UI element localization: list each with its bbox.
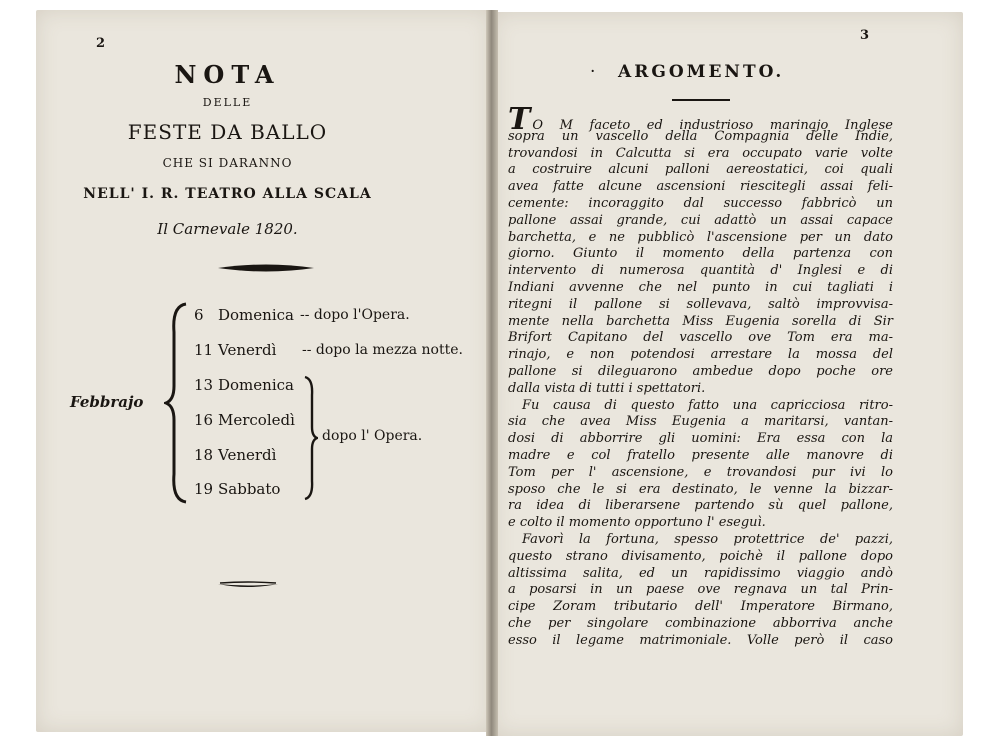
text-line: a posarsi in un paese ove regnava un tal Prin- (508, 582, 893, 598)
text-line: Brifort Capitano del vascello ove Tom era ma- (508, 330, 893, 346)
text-line: Fu causa di questo fatto una capricciosa ritro- (522, 397, 893, 413)
title-si-daranno: CHE SI DARANNO (162, 156, 293, 170)
text-line: rinajo, e non potendosi arrestare la mossa del (508, 347, 893, 363)
text-line: altissima salita, ed un rapidissimo viaggio andò (508, 565, 893, 581)
day-number: 18 (194, 446, 214, 464)
text-line: giorno. Giunto il momento della partenza con (508, 246, 893, 262)
text-line: intervento di numerosa quantità d' Inglesi e di (508, 263, 893, 279)
schedule-note: -- dopo l'Opera. (300, 307, 410, 323)
day-number: 11 (194, 341, 214, 359)
title-feste-da-ballo: FESTE DA BALLO (127, 120, 328, 144)
day-number: 19 (194, 480, 214, 498)
text-line: sia che avea Miss Eugenia a maritarsi, vantan- (508, 414, 893, 430)
text-line: ritegni il pallone si sollevava, saltò improvvisa- (508, 296, 893, 312)
schedule-row (194, 480, 280, 498)
day-number: 13 (194, 376, 214, 394)
schedule-row (194, 446, 276, 464)
text-line: dalla vista di tutti i spettatori. (508, 380, 706, 396)
text-line: dosi di abborrire gli uomini: Era essa con la (508, 431, 893, 447)
title-rule (672, 99, 730, 101)
drop-cap: T (508, 102, 531, 137)
text-line: trovandosi in Calcutta si era occupato varie volte (508, 145, 893, 161)
schedule-note: -- dopo la mezza notte. (302, 342, 463, 358)
month-label: Febbrajo (70, 393, 144, 411)
text-line: questo strano divisamento, poichè il pallone dopo (508, 548, 893, 564)
text-line: pallone si dileguarono ambedue dopo poche ore (508, 363, 893, 379)
argomento-text (508, 102, 893, 650)
schedule-row (194, 341, 276, 359)
left-page (36, 10, 491, 732)
grouped-schedule-note: dopo l' Opera. (322, 428, 423, 444)
text-line: ra idea di liberarsene partendo sù quel pallone, (508, 498, 893, 514)
text-line: sopra un vascello della Compagnia delle Indie, (508, 128, 893, 144)
left-brace-icon (164, 302, 192, 504)
right-page-number: 3 (860, 28, 870, 43)
page-title: NOTA (174, 60, 281, 89)
text-line: sposo che le si era destinato, le venne la bizzar- (508, 481, 893, 497)
ornament-tailpiece-icon (216, 580, 280, 590)
text-line: Tom per l' ascensione, e trovandosi pur ivi lo (508, 464, 893, 480)
day-name: Venerdì (218, 341, 277, 359)
text-line: a costruire alcuni palloni aereostatici, coi quali (508, 162, 893, 178)
day-number: 6 (194, 306, 204, 324)
title-teatro: NELL' I. R. TEATRO ALLA SCALA (83, 186, 372, 202)
day-number: 16 (194, 411, 214, 429)
text-line: e colto il momento opportuno l' eseguì. (508, 515, 766, 531)
schedule-row (194, 411, 295, 429)
day-name: Sabbato (218, 480, 281, 498)
text-line: esso il legame matrimoniale. Volle però il caso (508, 632, 893, 648)
day-name: Mercoledì (218, 411, 295, 429)
left-page-number: 2 (96, 36, 106, 51)
argomento-title: ARGOMENTO. (618, 62, 785, 82)
schedule-row (194, 376, 294, 394)
day-name: Venerdì (218, 446, 277, 464)
ornament-rule-icon (216, 262, 316, 274)
text-line: che per singolare combinazione abborriva anche (508, 615, 893, 631)
text-line: cemente: incoraggito dal successo fabbricò un (508, 195, 893, 211)
text-line: avea fatte alcune ascensioni riescitegli assai feli- (508, 179, 893, 195)
title-leading-dot: · (590, 62, 596, 82)
text-line: madre e col fratello presente alle manovre di (508, 447, 893, 463)
right-brace-icon (302, 375, 318, 501)
text-line: T O M faceto ed industrioso marinajo Inglese (508, 102, 893, 137)
text-line: mente nella barchetta Miss Eugenia sorella di Sir (508, 313, 893, 329)
schedule-row (194, 306, 294, 324)
text-line: cipe Zoram tributario dell' Imperatore Birmano, (508, 599, 893, 615)
day-name: Domenica (218, 306, 294, 324)
text-line: barchetta, e ne pubblicò l'ascensione per un dato (508, 229, 893, 245)
text-line: pallone assai grande, cui adattò un assai capace (508, 212, 893, 228)
text-line: Favorì la fortuna, spesso protettrice de' pazzi, (522, 531, 893, 547)
day-name: Domenica (218, 376, 294, 394)
title-carnevale: Il Carnevale 1820. (157, 220, 298, 238)
book-gutter (486, 10, 498, 736)
title-delle: DELLE (202, 96, 253, 109)
text-line: Indiani avvenne che nel punto in cui tagliati i (508, 279, 893, 295)
